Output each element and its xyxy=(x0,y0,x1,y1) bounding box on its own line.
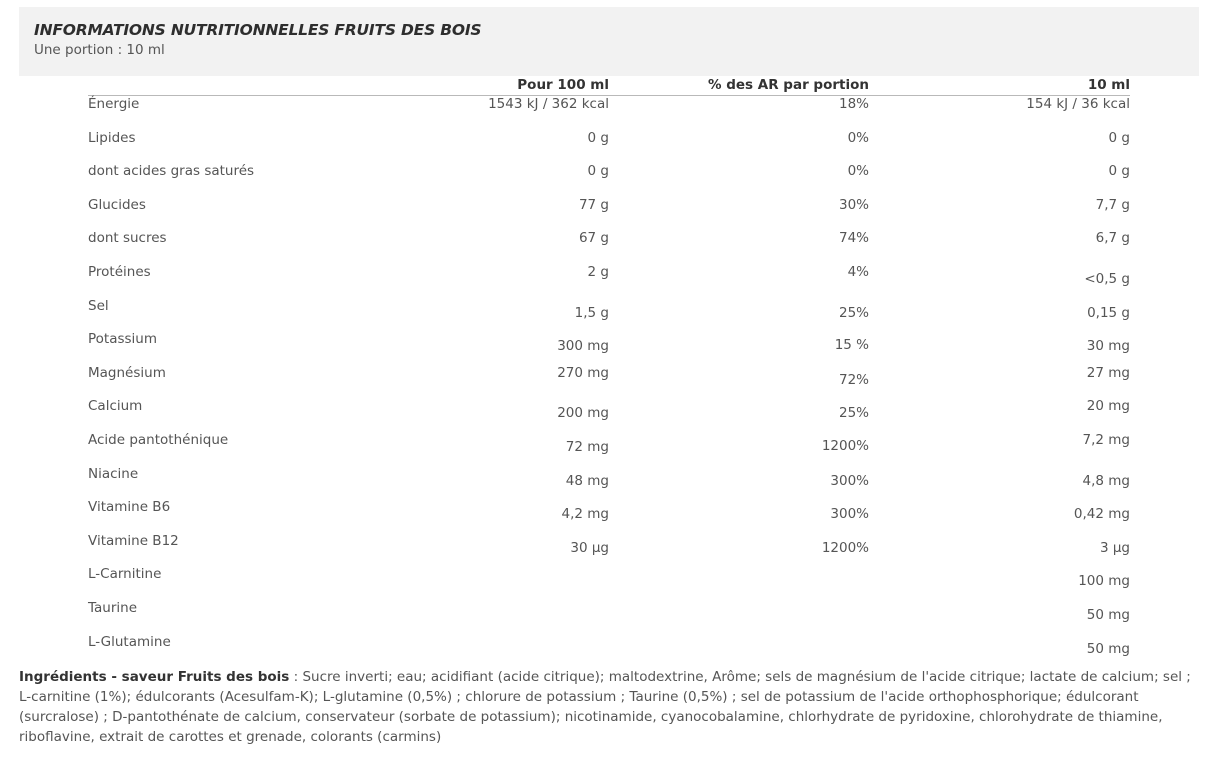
value-per-portion: 30 mg xyxy=(1086,338,1130,355)
value-per-100ml: 77 g xyxy=(578,196,609,213)
table-row xyxy=(88,163,1130,197)
table-row xyxy=(88,96,1130,130)
value-per-portion: 154 kJ / 36 kcal xyxy=(1026,96,1130,112)
value-per-portion: 50 mg xyxy=(1086,606,1130,623)
value-ar-percent: 1200% xyxy=(821,437,869,454)
value-per-portion: 4,8 mg xyxy=(1082,472,1130,489)
table-row xyxy=(88,331,1130,365)
nutrient-name: dont acides gras saturés xyxy=(88,163,255,180)
value-per-portion: 0 g xyxy=(1108,163,1130,180)
value-per-100ml: 4,2 mg xyxy=(561,506,609,523)
nutrient-name: Calcium xyxy=(88,398,143,415)
table-row xyxy=(88,264,1130,298)
table-row xyxy=(88,365,1130,399)
table-row xyxy=(88,432,1130,466)
value-per-100ml: 0 g xyxy=(587,163,609,180)
value-per-portion: 3 µg xyxy=(1099,539,1130,556)
value-per-portion: 100 mg xyxy=(1078,573,1130,590)
table-row xyxy=(88,533,1130,567)
nutrient-name: Énergie xyxy=(88,96,140,112)
value-per-portion: 7,2 mg xyxy=(1082,431,1130,448)
value-ar-percent: 0% xyxy=(847,163,869,180)
ingredients-text xyxy=(19,667,1199,747)
nutrient-name: Protéines xyxy=(88,263,151,280)
nutrient-name: Magnésium xyxy=(88,364,166,381)
nutrient-name: Niacine xyxy=(88,465,139,482)
table-row xyxy=(88,600,1130,634)
value-ar-percent: 300% xyxy=(830,472,869,489)
table-row xyxy=(88,566,1130,600)
table-header xyxy=(88,77,1130,96)
value-per-portion: 50 mg xyxy=(1086,640,1130,657)
nutrient-name: dont sucres xyxy=(88,230,167,247)
column-header-portion: 10 ml xyxy=(1087,77,1130,93)
nutrient-name: L-Carnitine xyxy=(88,566,162,583)
value-ar-percent: 30% xyxy=(838,196,869,213)
value-ar-percent: 1200% xyxy=(821,539,869,556)
value-per-100ml: 1543 kJ / 362 kcal xyxy=(488,96,609,112)
value-per-100ml: 67 g xyxy=(578,230,609,247)
table-row xyxy=(88,499,1130,533)
column-header-per-100ml: Pour 100 ml xyxy=(517,77,609,93)
value-per-100ml: 200 mg xyxy=(557,405,609,422)
nutrition-title: INFORMATIONS NUTRITIONNELLES FRUITS DES BOIS xyxy=(34,21,482,39)
value-per-100ml: 0 g xyxy=(587,129,609,146)
nutrient-name: Sel xyxy=(88,297,109,314)
table-row xyxy=(88,197,1130,231)
nutrient-name: Vitamine B12 xyxy=(88,532,179,549)
value-ar-percent: 18% xyxy=(838,96,869,112)
nutrition-header xyxy=(19,7,1199,76)
value-ar-percent: 15 % xyxy=(834,337,869,354)
value-per-portion: 20 mg xyxy=(1086,398,1130,415)
value-ar-percent: 72% xyxy=(838,371,869,388)
value-per-portion: <0,5 g xyxy=(1084,270,1130,287)
nutrient-name: Glucides xyxy=(88,196,146,213)
nutrient-name: Lipides xyxy=(88,129,136,146)
value-ar-percent: 25% xyxy=(838,405,869,422)
value-per-portion: 0,15 g xyxy=(1087,304,1130,321)
nutrient-name: Taurine xyxy=(88,599,138,616)
value-per-portion: 7,7 g xyxy=(1095,196,1130,213)
value-ar-percent: 25% xyxy=(838,304,869,321)
value-ar-percent: 0% xyxy=(847,129,869,146)
value-ar-percent: 74% xyxy=(838,230,869,247)
value-per-100ml: 300 mg xyxy=(557,338,609,355)
table-row xyxy=(88,398,1130,432)
value-per-portion: 27 mg xyxy=(1086,364,1130,381)
value-per-100ml: 1,5 g xyxy=(574,304,609,321)
value-ar-percent: 4% xyxy=(847,263,869,280)
ingredients-list: : Sucre inverti; eau; acidifiant (acide citrique); maltodextrine, Arôme; sels de magnésium de l'acide citrique; lactate de calcium; sel ; L-carnitine (1%); édulcorants (Acesulfam-K); L-glutamine (0,5%) ; chlorure de potassium ; Taurine (0,5%) ; sel de potassium de l'acide orthophosphorique; édulcorant (surcralose) ; D-pantothénate de calcium, conservateur (sorbate de potassium); nicotinamide, cyanocobalamine, chlorhydrate de pyridoxine, chlorohydrate de thiamine, riboflavine, extrait de carottes et grenade, colorants (carmins) xyxy=(19,669,1191,745)
nutrient-name: Potassium xyxy=(88,331,158,348)
value-per-100ml: 48 mg xyxy=(565,472,609,489)
column-header-ar-percent: % des AR par portion xyxy=(707,77,869,93)
value-per-100ml: 2 g xyxy=(587,263,609,280)
value-per-100ml: 72 mg xyxy=(565,438,609,455)
table-row xyxy=(88,230,1130,264)
value-per-portion: 0,42 mg xyxy=(1073,506,1130,523)
nutrient-name: Acide pantothénique xyxy=(88,431,229,448)
table-row xyxy=(88,298,1130,332)
table-body xyxy=(88,96,1130,667)
table-row xyxy=(88,466,1130,500)
nutrition-table xyxy=(88,77,1130,667)
nutrient-name: Vitamine B6 xyxy=(88,499,171,516)
table-row xyxy=(88,634,1130,668)
table-row xyxy=(88,130,1130,164)
ingredients-label: Ingrédients - saveur Fruits des bois xyxy=(19,669,290,685)
value-per-portion: 0 g xyxy=(1108,129,1130,146)
nutrient-name: L-Glutamine xyxy=(88,633,171,650)
value-per-portion: 6,7 g xyxy=(1095,230,1130,247)
serving-size: Une portion : 10 ml xyxy=(34,42,165,58)
value-per-100ml: 30 µg xyxy=(570,539,609,556)
value-per-100ml: 270 mg xyxy=(557,364,609,381)
value-ar-percent: 300% xyxy=(830,506,869,523)
